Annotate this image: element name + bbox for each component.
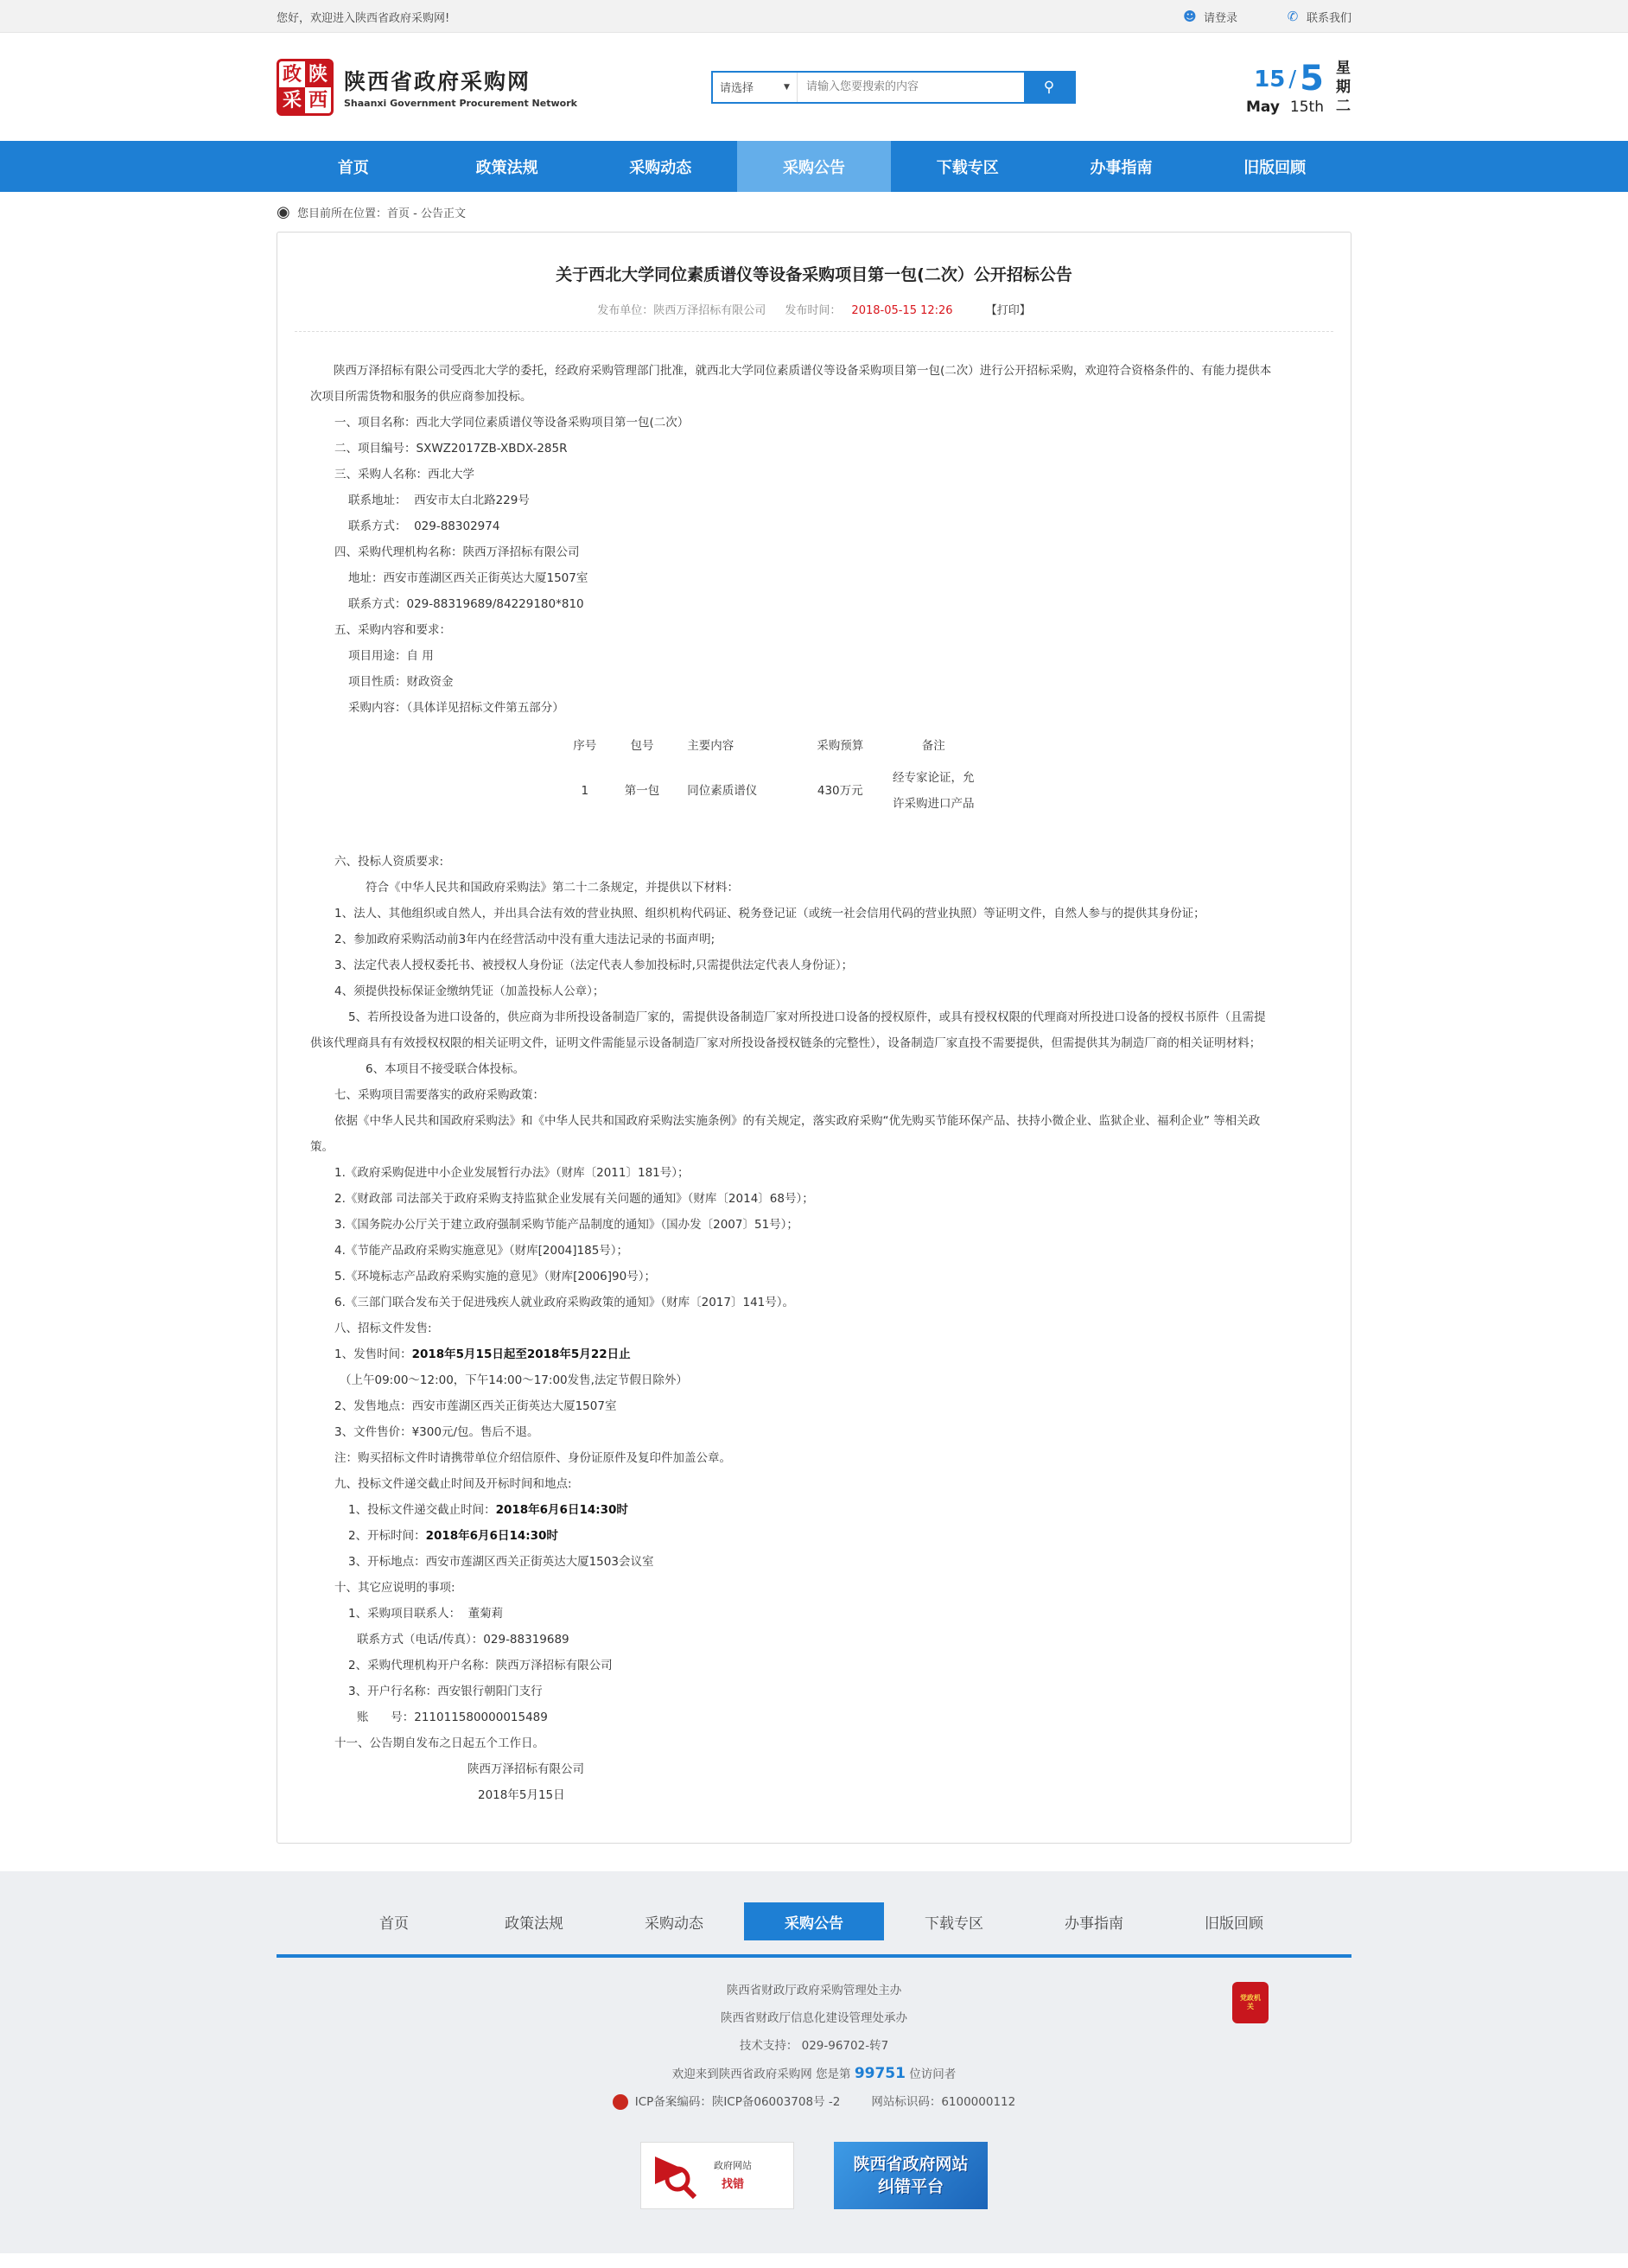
site-name-cn: 陕西省政府采购网 (344, 69, 531, 94)
print-link[interactable]: 【打印】 (985, 304, 1031, 317)
publish-time: 2018-05-15 12:26 (851, 304, 953, 317)
article-box (277, 232, 1351, 1844)
nav-guide[interactable]: 办事指南 (1090, 158, 1153, 177)
login-link[interactable]: ☻ 请登录 (1183, 9, 1237, 25)
nav-old-version[interactable]: 旧版回顾 (1243, 158, 1307, 177)
footer-nav-notices[interactable]: 采购公告 (744, 1902, 884, 1940)
date-display: 15 / 5 May 15th 星 期 二 (1245, 58, 1351, 116)
footer-divider (277, 1954, 1351, 1958)
police-badge-icon (613, 2094, 628, 2110)
search-category-select[interactable]: 请选择 ▼ (713, 73, 798, 102)
footer-nav-news[interactable]: 采购动态 (645, 1914, 703, 1933)
search-button[interactable] (1024, 73, 1074, 102)
user-icon: ☻ (1183, 9, 1197, 24)
top-bar (0, 0, 1628, 33)
party-emblem-label: 党政机关 (1240, 1994, 1261, 2010)
footer-info: 党政机关 陕西省财政厅政府采购管理处主办 陕西省财政厅信息化建设管理处承办 技术支持： 029-96702-转7 欢迎来到陕西省政府采购网 您是第 99751 位访问者 ICP备案编码：陕ICP备06003708号 -2 网站标识码：6100000112 (277, 1977, 1351, 2116)
nav-home[interactable]: 首页 (337, 158, 369, 177)
header (0, 33, 1628, 141)
footer-nav-home[interactable]: 首页 (379, 1914, 409, 1933)
caret-down-icon: ▼ (784, 82, 790, 92)
search-icon: ⚲ (1043, 78, 1055, 96)
footer (0, 1871, 1628, 2253)
article-meta: 发布单位：陕西万泽招标有限公司 发布时间： 2018-05-15 12:26 【打印】 (295, 301, 1333, 332)
welcome-text: 您好，欢迎进入陕西省政府采购网! (277, 11, 450, 25)
footer-nav-old-version[interactable]: 旧版回顾 (1205, 1914, 1263, 1933)
nav-downloads[interactable]: 下载专区 (936, 158, 999, 177)
footer-nav-guide[interactable]: 办事指南 (1065, 1914, 1123, 1933)
magnifier-flag-icon (652, 2151, 700, 2200)
nav-policy[interactable]: 政策法规 (475, 158, 538, 177)
search-input[interactable] (798, 73, 1024, 102)
main-nav (0, 141, 1628, 192)
party-emblem-icon[interactable] (1232, 1982, 1269, 2023)
nav-notices[interactable]: 采购公告 (737, 141, 891, 192)
visitor-count: 99751 (854, 2065, 906, 2082)
location-pin-icon: ◉ (277, 203, 290, 221)
nav-news[interactable]: 采购动态 (629, 158, 692, 177)
article-title: 关于西北大学同位素质谱仪等设备采购项目第一包(二次）公开招标公告 (556, 265, 1072, 284)
article-body: 陕西万泽招标有限公司受西北大学的委托，经政府采购管理部门批准，就西北大学同位素质谱仪等设备采购项目第一包(二次）进行公开招标采购，欢迎符合资格条件的、有能力提供本次项目所需货物和服务的供应商参加投标。 一、项目名称：西北大学同位素质谱仪等设备采购项目第一包(二次） 二、项目编号：SXWZ2017ZB-XBDX-285R 三、采购人名称：西北大学 联系地址： 西安市太白北路229号 联系方式： 029-88302974 四、采购代理机构名称：陕西万泽招标有限公司 地址：西安市莲湖区西关正街英达大厦1507室 联系方式：029-88319689/84229180*810 五、采购内容和要求： 项目用途：自 用 项目性质：财政资金 采购内容：（具体详见招标文件第五部分） 序号 包号 主要内容 采购预算 备注 1 第一包 同位素质谱仪 430万元 经专家论证，允许采购进口产品 六、投标人资质要求: 符合《中华人民共和国政府采购法》第二十二条规定，并提供以下材料： 1、法人、其他组织或自然人，并出具合法有效的营业执照、组织机构代码证、税务登记证（或统一社会信用代码的营业执照）等证明文件，自然人参与的提供其身份证； 2、参加政府采购活动前3年内在经营活动中没有重大违法记录的书面声明; 3、法定代表人授权委托书、被授权人身份证（法定代表人参加投标时,只需提供法定代表人身份证）； 4、须提供投标保证金缴纳凭证（加盖投标人公章）； 5、若所投设备为进口设备的，供应商为非所投设备制造厂家的，需提供设备制造厂家对所投进口设备的授权原件，或具有授权权限的代理商对所投进口设备的授权书原件（且需提供该代理商具有有效授权权限的相关证明文件，证明文件需能显示设备制造厂家对所投设备授权链条的完整性），设备制造厂家直投不需要提供，但需提供其为制造厂商的相关证明材料； 6、本项目不接受联合体投标。 七、采购项目需要落实的政府采购政策： 依据《中华人民共和国政府采购法》和《中华人民共和国政府采购法实施条例》的有关规定，落实政府采购“优先购买节能环保产品、扶持小微企业、监狱企业、福利企业” 等相关政策。 1.《政府采购促进中小企业发展暂行办法》（财库〔2011〕181号）； 2.《财政部 司法部关于政府采购支持监狱企业发展有关问题的通知》（财库〔2014〕68号）； 3.《国务院办公厅关于建立政府强制采购节能产品制度的通知》（国办发〔2007〕51号）； 4.《节能产品政府采购实施意见》（财库[2004]185号）； 5.《环境标志产品政府采购实施的意见》（财库[2006]90号）； 6.《三部门联合发布关于促进残疾人就业政府采购政策的通知》（财库〔2017〕141号）。 八、招标文件发售: 1、发售时间：2018年5月15日起至2018年5月22日止 （上午09:00～12:00，下午14:00～17:00发售,法定节假日除外） 2、发售地点：西安市莲湖区西关正街英达大厦1507室 3、文件售价：¥300元/包。售后不退。 注：购买招标文件时请携带单位介绍信原件、身份证原件及复印件加盖公章。 九、投标文件递交截止时间及开标时间和地点: 1、投标文件递交截止时间：2018年6月6日14:30时 2、开标时间：2018年6月6日14:30时 3、开标地点：西安市莲湖区西关正街英达大厦1503会议室 十、其它应说明的事项: 1、采购项目联系人： 董菊莉 联系方式（电话/传真）：029-88319689 2、采购代理机构开户名称：陕西万泽招标有限公司 3、开户行名称：西安银行朝阳门支行 账 号：211011580000015489 十一、公告期自发布之日起五个工作日。 陕西万泽招标有限公司 2018年5月15日 (310, 364, 1272, 1802)
footer-nav-downloads[interactable]: 下载专区 (925, 1914, 983, 1933)
logo-seal: 政 陕 采 西 (277, 59, 334, 116)
search-bar (711, 71, 1076, 104)
site-logo[interactable] (277, 59, 577, 116)
site-name-en: Shaanxi Government Procurement Network (344, 98, 577, 109)
shaanxi-error-platform-badge[interactable]: 陕西省政府网站 纠错平台 (834, 2142, 988, 2209)
contact-link[interactable]: ✆ 联系我们 (1287, 9, 1351, 25)
footer-nav (0, 1902, 1628, 1940)
footer-badges (277, 2142, 1351, 2209)
procurement-table: 序号 包号 主要内容 采购预算 备注 1 第一包 同位素质谱仪 430万元 经专家论证，允许采购进口产品 (573, 739, 975, 811)
weekday: 星 期 二 (1336, 59, 1351, 115)
gov-site-error-badge[interactable]: 政府网站 找错 (640, 2142, 794, 2209)
breadcrumb: ◉ 您目前所在位置：首页 - 公告正文 (277, 203, 466, 221)
footer-nav-policy[interactable]: 政策法规 (505, 1914, 563, 1933)
phone-icon: ✆ (1287, 9, 1299, 24)
